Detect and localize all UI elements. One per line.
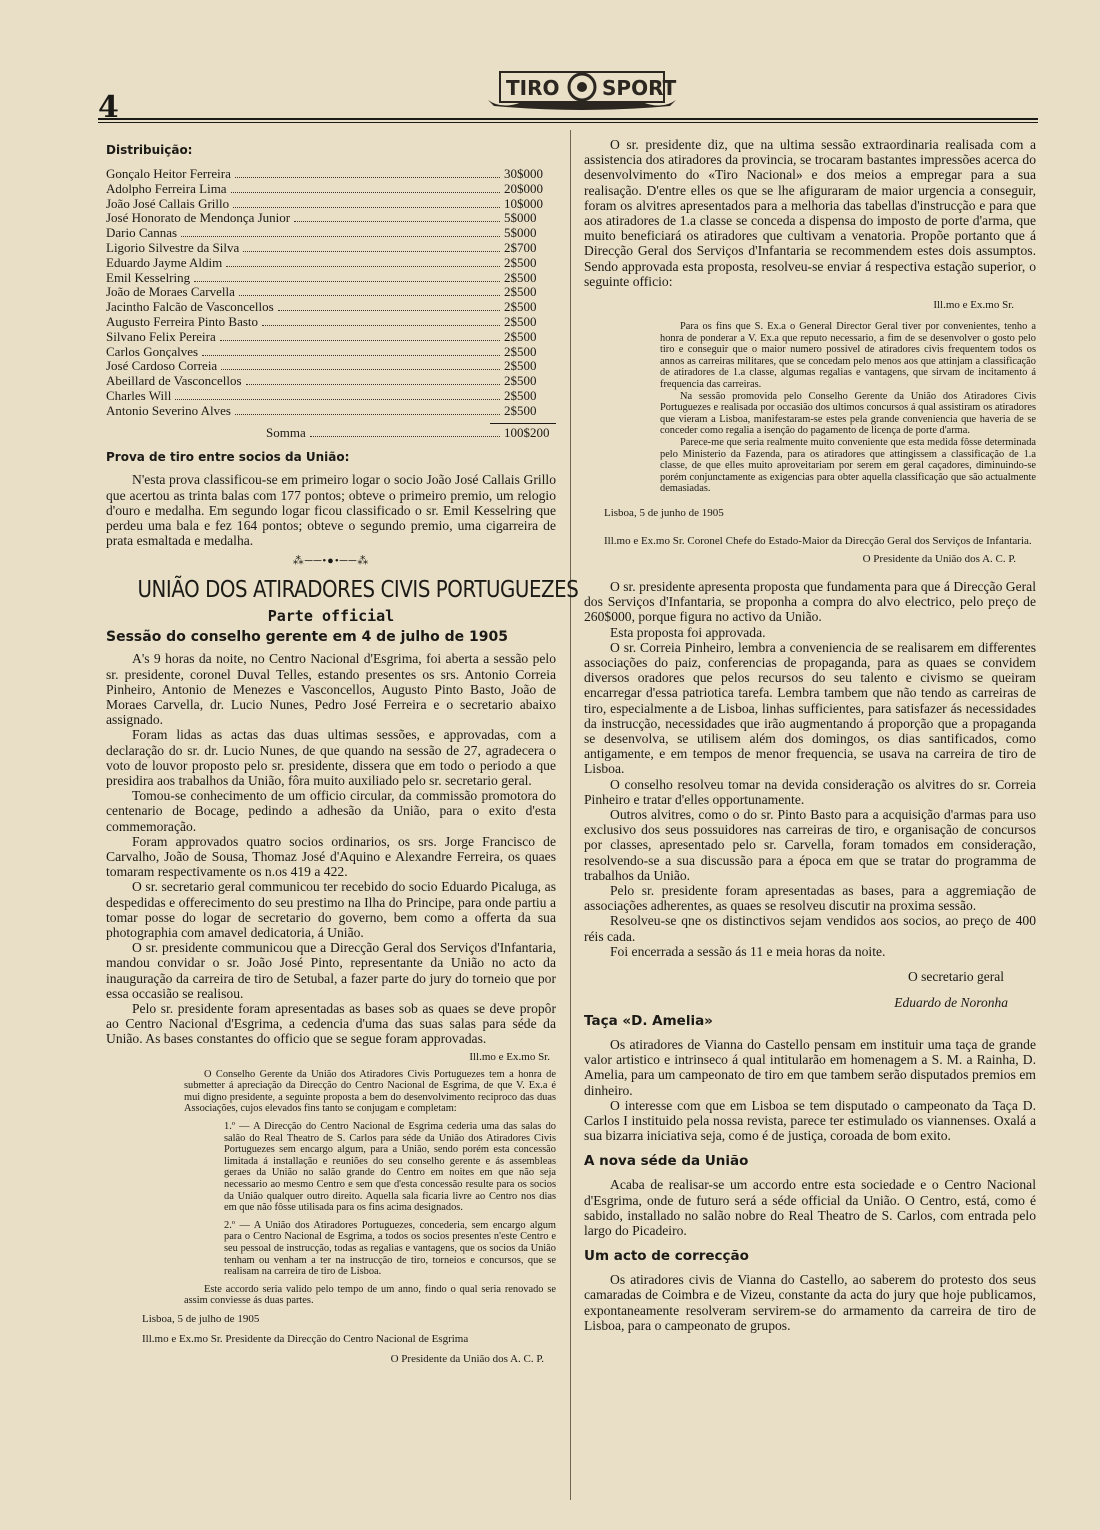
distribution-amount: 2$500 xyxy=(504,373,537,389)
taca-heading: Taça «D. Amelia» xyxy=(584,1013,713,1030)
letter1-salutation: Ill.mo e Ex.mo Sr. xyxy=(469,1050,550,1063)
right-paragraph: Esta proposta foi approvada. xyxy=(610,624,766,640)
letter1-signature: O Presidente da União dos A. C. P. xyxy=(390,1352,544,1365)
correccao-p1: Os atiradores civis de Vianna do Castello, ao saberem do protesto dos seus camaradas de Coimbra e de Vizeu, constante da acta do jury que hoje publicamos, expontaneamente resolveram servirem-se do armamento da carreira de tiro de Lisboa, para o campeonato de grupos. xyxy=(584,1272,1036,1333)
distribution-row xyxy=(106,345,556,360)
right-paragraph: Resolveu-se qne os distinctivos sejam vendidos aos socios, ao preço de 400 réis cada. xyxy=(584,913,1036,944)
distribution-row xyxy=(106,271,556,286)
secretary-name: Eduardo de Noronha xyxy=(894,995,1008,1011)
session-heading: Sessão do conselho gerente em 4 de julho de 1905 xyxy=(106,629,508,646)
taca-p2: O interesse com que em Lisboa se tem disputado o campeonato da Taça D. Carlos I instituido pela nossa revista, parece ter estimulado os viannenses. Oxalá a sua bizarra iniciativa seja, como é de justiça, coroada de bom exito. xyxy=(584,1097,1036,1144)
distribution-row xyxy=(106,374,556,389)
letter1-addressee: Ill.mo e Ex.mo Sr. Presidente da Direcção do Centro Nacional de Esgrima xyxy=(142,1332,469,1345)
distribution-amount: 2$700 xyxy=(504,239,537,255)
distribution-row xyxy=(106,241,556,256)
distribution-name: Ligorio Silvestre da Silva xyxy=(106,239,240,255)
session-paragraph: Pelo sr. presidente foram apresentadas as bases sob as quaes se deve propôr ao Centro Nacional d'Esgrima, a cedencia d'uma das suas salas para séde da União. As bases constantes do officio que se segue foram approvadas. xyxy=(106,1001,556,1047)
distribution-amount: 20$000 xyxy=(504,180,543,196)
masthead-logo xyxy=(482,62,682,112)
distribution-name: José Honorato de Mendonça Junior xyxy=(106,210,291,226)
right-paragraph: O sr. Correia Pinheiro, lembra a conveniencia de se realisarem em differentes associações do paiz, conferencias de propaganda, para as quaes se convidem diversos oradores que pelos recursos do seu talento e civismo se queiram encarregar d'essa patriotica tarefa. Lembra tambem que não tendo as carreiras de tiro, especialmente a de Lisboa, linhas sufficientes, para satisfazer ás necessidades da instrucção, necessidades que irão augmentando á proporção que a propaganda se desenvolva, se utilisem além dos domingos, os dias santificados, como antigamente, e em tempos de menor frequencia, se usava na carreira de tiro de Lisboa. xyxy=(584,639,1036,777)
distribution-amount: 5$000 xyxy=(504,210,537,226)
letter2-date: Lisboa, 5 de junho de 1905 xyxy=(604,506,724,519)
distribution-heading: Distribuição: xyxy=(106,143,193,157)
letter1-item1: 1.º — A Direcção do Centro Nacional de Esgrima cederia uma das salas do salão do Real Theatro de S. Carlos para séde da União dos Atiradores Civis Portuguezes sem encargo algum, para a União, sendo porém esta concessão limitada á installação e reuniões do seu conselho gerente e ás assembleas geraes da União no salão grande do Centro em noites em que não seja necessario ao mesmo Centro e sem que d'esta concessão resulte para os socios da União qualquer outro direito. Aquella sala ficaria livre ao Centro nos dias em que não fôsse utilisada para os fins acima designados. xyxy=(224,1121,556,1214)
distribution-name: Augusto Ferreira Pinto Basto xyxy=(106,313,259,329)
right-paragraph: Pelo sr. presidente foram apresentadas as bases, para a aggremiação de associações adherentes, as quaes se resolveu discutir na proxima sessão. xyxy=(584,883,1036,914)
distribution-name: Dario Cannas xyxy=(106,225,178,241)
distribution-name: Gonçalo Heitor Ferreira xyxy=(106,166,231,181)
distribution-name: Silvano Felix Pereira xyxy=(106,328,216,344)
column-divider xyxy=(570,130,571,1500)
letter2 xyxy=(584,321,1036,495)
letter2-addressee: Ill.mo e Ex.mo Sr. Coronel Chefe do Estado-Maior da Direcção Geral dos Serviços de Infantaria. xyxy=(604,534,1032,547)
distribution-name: Adolpho Ferreira Lima xyxy=(106,180,227,196)
right-paragraph: Foi encerrada a sessão ás 11 e meia horas da noite. xyxy=(610,943,886,959)
distribution-row xyxy=(106,300,556,315)
distribution-name: José Cardoso Correia xyxy=(106,358,218,374)
distribution-amount: 2$500 xyxy=(504,269,537,285)
session-paragraphs xyxy=(106,651,556,1046)
distribution-row xyxy=(106,285,556,300)
distribution-name: Jacintho Falcão de Vasconcellos xyxy=(106,299,274,315)
taca-p1: Os atiradores de Vianna do Castello pensam em instituir uma taça de grande valor artistico e intrinseco á qual intitularão em homenagem a S. M. a Rainha, D. Amelia, para um campeonato de tiro em que tambem serão disputados premios em dinheiro. xyxy=(584,1037,1036,1098)
distribution-amount: 2$500 xyxy=(504,343,537,359)
sum-label: Somma xyxy=(266,424,306,440)
distribution-list xyxy=(106,167,556,440)
distribution-name: Abeillard de Vasconcellos xyxy=(106,373,242,389)
distribution-row xyxy=(106,404,556,419)
distribution-name: João de Moraes Carvella xyxy=(106,284,235,300)
distribution-name: Emil Kesselring xyxy=(106,269,191,285)
letter2-p3: Parece-me que seria realmente muito conveniente que esta medida fôsse determinada pelo Ministerio da Fazenda, para os atiradores que attingissem a classificação de 1.a classe, de que elles muito aproveitariam por serem em geral caçadores, diminuindo-se porém conjunctamente as exigencias para obter aquella classificação que são actualmente demasiadas. xyxy=(660,436,1036,495)
letter1-intro: O Conselho Gerente da União dos Atiradores Civis Portuguezes tem a honra de submetter á apreciação da Direcção do Centro Nacional de Esgrima, de que V. Ex.a é mui digno presidente, a seguinte proposta a bem do desenvolvimento reciproco das duas Associações, cujos elevados fins tanto se conjugam e completam: xyxy=(184,1068,556,1115)
distribution-amount: 2$500 xyxy=(504,313,537,329)
sum-row xyxy=(106,426,556,441)
letter1-date: Lisboa, 5 de julho de 1905 xyxy=(142,1312,260,1325)
distribution-amount: 2$500 xyxy=(504,299,537,315)
distribution-row xyxy=(106,256,556,271)
distribution-name: Eduardo Jayme Aldim xyxy=(106,254,223,270)
distribution-amount: 10$000 xyxy=(504,195,543,211)
distribution-row xyxy=(106,211,556,226)
distribution-amount: 5$000 xyxy=(504,225,537,241)
distribution-row xyxy=(106,197,556,212)
distribution-row xyxy=(106,182,556,197)
letter2-p2: Na sessão promovida pelo Conselho Gerente da União dos Atiradores Civis Portuguezes e realisada por occasião dos ultimos concursos á qual assistiram os atiradores que vieram a Lisboa, manifestaram-se estes pela grande conveniencia que haveria de se conceder como regalia a isenção do pagamento de licença de porte d'arma. xyxy=(660,390,1036,437)
session-paragraph: O sr. presidente communicou que a Direcção Geral dos Serviços d'Infantaria, mandou convidar o sr. João José Pinto, representante da União no acto da inauguração da carreira de tiro de Setubal, a fazer parte do jury do torneio que por essa occasião se realisou. xyxy=(106,940,556,1001)
right-column xyxy=(584,137,1036,1333)
letter2-salutation: Ill.mo e Ex.mo Sr. xyxy=(933,299,1014,312)
distribution-name: Antonio Severino Alves xyxy=(106,402,231,418)
right-paragraph: O sr. presidente apresenta proposta que fundamenta para que á Direcção Geral dos Serviços d'Infantaria, se proponha a compra do alvo electrico, pelo preço de 260$000, porque figura no activo da União. xyxy=(584,578,1036,625)
distribution-name: João José Callais Grillo xyxy=(106,195,230,211)
sum-amount: 100$200 xyxy=(504,424,550,440)
letter1 xyxy=(106,1069,556,1307)
letter2-signature: O Presidente da União dos A. C. P. xyxy=(862,552,1016,565)
header-rule-thin xyxy=(98,122,1038,123)
distribution-row xyxy=(106,167,556,182)
distribution-amount: 2$500 xyxy=(504,328,537,344)
distribution-amount: 2$500 xyxy=(504,254,537,270)
nova-sede-heading: A nova séde da União xyxy=(584,1153,749,1170)
distribution-amount: 2$500 xyxy=(504,358,537,374)
svg-text:TIRO: TIRO xyxy=(506,76,560,100)
svg-text:SPORT: SPORT xyxy=(602,76,677,100)
distribution-row xyxy=(106,330,556,345)
page-number: 4 xyxy=(98,90,119,125)
session-paragraph: Tomou-se conhecimento de um officio circular, da commissão promotora do centenario de Bocage, pedindo a adhesão da União, para o exito d'esta commemoração. xyxy=(106,788,556,834)
uniao-subtitle: Parte official xyxy=(267,607,395,626)
left-column xyxy=(106,137,579,1365)
session-paragraph: O sr. secretario geral communicou ter recebido do socio Eduardo Picaluga, as despedidas e offerecimento do seu prestimo na Ilha do Principe, para onde partiu a tomar posse do logar de secretario do governo, bem como a offerta da sua photographia com amavel dedicatoria, á União. xyxy=(106,879,556,941)
letter2-p1: Para os fins que S. Ex.a o General Director Geral tiver por convenientes, tenho a honra de ponderar a V. Ex.a que reputo necessario, a fim de se desenvolver o gosto pelo tiro e conseguir que o maior numero possivel de atiradores civis frequentem todos os annos as carreiras militares, que se concedam pelo menos aos que attinjam a classificação de atiradores de 1.a classe, algumas regalias e vantagens, que sirvam de incitamento á frequencia das carreiras. xyxy=(660,321,1036,390)
session-paragraph: Foram approvados quatro socios ordinarios, os srs. Jorge Francisco de Carvalho, João de Sousa, Thomaz José d'Aquino e Alexandre Ferreira, os quaes tomaram respectivamente os n.os 419 a 422. xyxy=(106,833,556,880)
letter1-closing: Este accordo seria valido pelo tempo de um anno, findo o qual seria renovado se assim conviesse ás duas partes. xyxy=(184,1283,556,1307)
distribution-amount: 2$500 xyxy=(504,387,537,403)
letter1-item2: 2.º — A União dos Atiradores Portuguezes, concederia, sem encargo algum para o Centro Nacional de Esgrima, a todos os socios presentes n'este Centro e seu pessoal de instrucção, todas as regalias e vantagens, que os socios da União tenham ou venham a ter na instrucção de tiro, torneios e concursos, que se realisam na carreira de tiro de Lisboa. xyxy=(224,1219,556,1278)
right-intro-paragraph: O sr. presidente diz, que na ultima sessão extraordinaria realisada com a assistencia dos atiradores da provincia, se trocaram bastantes impressões acerca do desenvolvimento do «Tiro Nacional» e dos meios a empregar para a sua realisação. D'entre elles os que se lhe afiguraram de maior urgencia a conseguir, foram os alvitres apresentados para a melhoria das tabellas d'instrucção e para que aos atiradores de 1.a classe se conceda a dispensa do imposto de porte d'arma, que muito beneficiará os atiradores que cultivam a venatoria. Propõe portanto que á Direcção Geral dos Serviços d'Infantaria se recommendem estes dois assumptos. Sendo approvada esta proposta, resolveu-se enviar á respectiva estação superior, o seguinte officio: xyxy=(584,137,1036,289)
prova-text: N'esta prova classificou-se em primeiro logar o socio João José Callais Grillo que acertou as trinta balas com 177 pontos; obteve o primeiro premio, um relogio d'ouro e medalha. Em segundo logar ficou classificado o sr. Emil Kesselring que perdeu uma bala e fez 164 pontos; obteve o segundo premio, uma cigarreira de prata esmaltada e medalha. xyxy=(106,472,556,549)
distribution-name: Charles Will xyxy=(106,387,172,403)
distribution-amount: 2$500 xyxy=(504,284,537,300)
distribution-amount: 30$000 xyxy=(504,166,543,181)
distribution-row xyxy=(106,389,556,404)
correccao-heading: Um acto de correcção xyxy=(584,1248,749,1265)
distribution-row xyxy=(106,315,556,330)
distribution-row xyxy=(106,226,556,241)
prova-heading: Prova de tiro entre socios da União: xyxy=(106,450,350,465)
uniao-title: UNIÃO DOS ATIRADORES CIVIS PORTUGUEZES xyxy=(137,577,579,604)
header-rule xyxy=(98,118,1038,120)
right-paragraphs xyxy=(584,579,1036,959)
right-paragraph: Outros alvitres, como o do sr. Pinto Basto para a acquisição d'armas para uso exclusivo dos seus possuidores nas carreiras de tiro, e organisação de concursos por classes, apresentado pelo sr. Carvella, foram tomados em consideração, resolvendo-se a sua discussão para a época em que se tratar do programma de trabalhos da União. xyxy=(584,806,1036,883)
distribution-amount: 2$500 xyxy=(504,402,537,418)
sum-rule xyxy=(490,423,556,424)
session-paragraph: A's 9 horas da noite, no Centro Nacional d'Esgrima, foi aberta a sessão pelo sr. presidente, coronel Duval Telles, estando presentes os srs. Antonio Correia Pinheiro, Antonio de Menezes e Vasconcellos, Augusto Pinto Basto, João de Moraes Carvella, dr. Lucio Nunes, Pedro José Ferreira e o secretario abaixo assignado. xyxy=(106,651,556,728)
distribution-row xyxy=(106,359,556,374)
distribution-name: Carlos Gonçalves xyxy=(106,343,199,359)
secretary-title: O secretario geral xyxy=(908,969,1004,985)
ornament-divider: ⁂──•●•──⁂ xyxy=(292,555,370,568)
nova-sede-p1: Acaba de realisar-se um accordo entre esta sociedade e o Centro Nacional d'Esgrima, onde de futuro será a séde official da União. O Centro, está, como é sabido, installado no salão nobre do Real Theatro de S. Carlos, com entrada pelo largo do Picadeiro. xyxy=(584,1177,1036,1239)
right-paragraph: O conselho resolveu tomar na devida consideração os alvitres do sr. Correia Pinheiro e tratar d'elles opportunamente. xyxy=(584,776,1036,807)
session-paragraph: Foram lidas as actas das duas ultimas sessões, e approvadas, com a declaração do sr. dr. Lucio Nunes, de que quando na sessão de 27, agradecera o voto de louvor proposto pelo sr. presidente, dissera que em todo o periodo a que presidira aos trabalhos da União, fôra muito auxiliado pelo sr. secretario geral. xyxy=(106,727,556,788)
